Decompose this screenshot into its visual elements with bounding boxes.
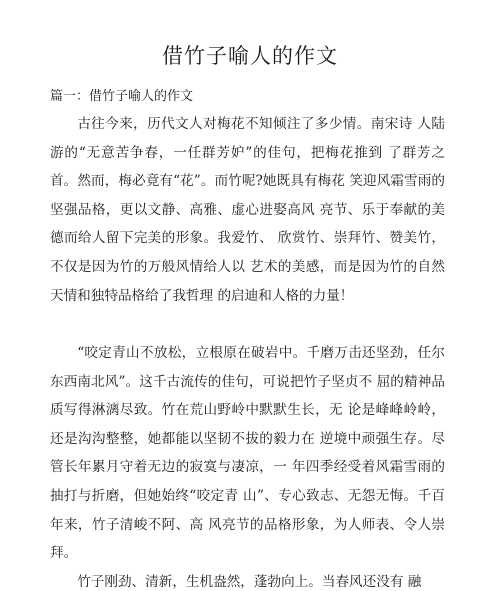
document-subtitle: 篇一：借竹子喻人的作文 (50, 89, 194, 104)
document-title: 借竹子喻人的作文 (162, 44, 338, 68)
paragraph: 古往今来，历代文人对梅花不知倾注了多少情。南宋诗 人陆游的“无意苦争春，一任群芳妒”的佳句，把梅花推到 了群芳之首。然而，梅必竟有“花”。而竹呢?她既具有梅花 笑迎风霜雪雨的坚强品格，更以文静、高雅、虚心进娶高风 亮节、乐于奉献的美德而给人留下完美的形象。我爱竹、 欣赏竹、崇拜竹、赞美竹，不仅是因为竹的万般风情给人以 艺术的美感，而是因为竹的自然天情和独特品格给了我哲理 的启迪和人格的力量！ (50, 116, 445, 304)
paragraph: 竹子刚劲、清新，生机盎然，蓬勃向上。当春风还没有 融 (77, 574, 422, 590)
paragraph: “咬定青山不放松，立根原在破岩中。千磨万击还坚劲，任尔东西南北风”。这千古流传的佳句，可说把竹子坚贞不 屈的精神品质写得淋漓尽致。竹在荒山野岭中默默生长，无 论是峰峰岭岭，还是沟沟整整，她都能以坚韧不拔的毅力在 逆境中顽强生存。尽管长年累月守着无边的寂寞与凄凉，一 年四季经受着风霜雪雨的抽打与折磨，但她始终“咬定青 山”、专心致志、无怨无悔。千百年来，竹子清峻不阿、高 风亮节的品格形象，为人师表、令人崇拜。 (50, 345, 445, 562)
